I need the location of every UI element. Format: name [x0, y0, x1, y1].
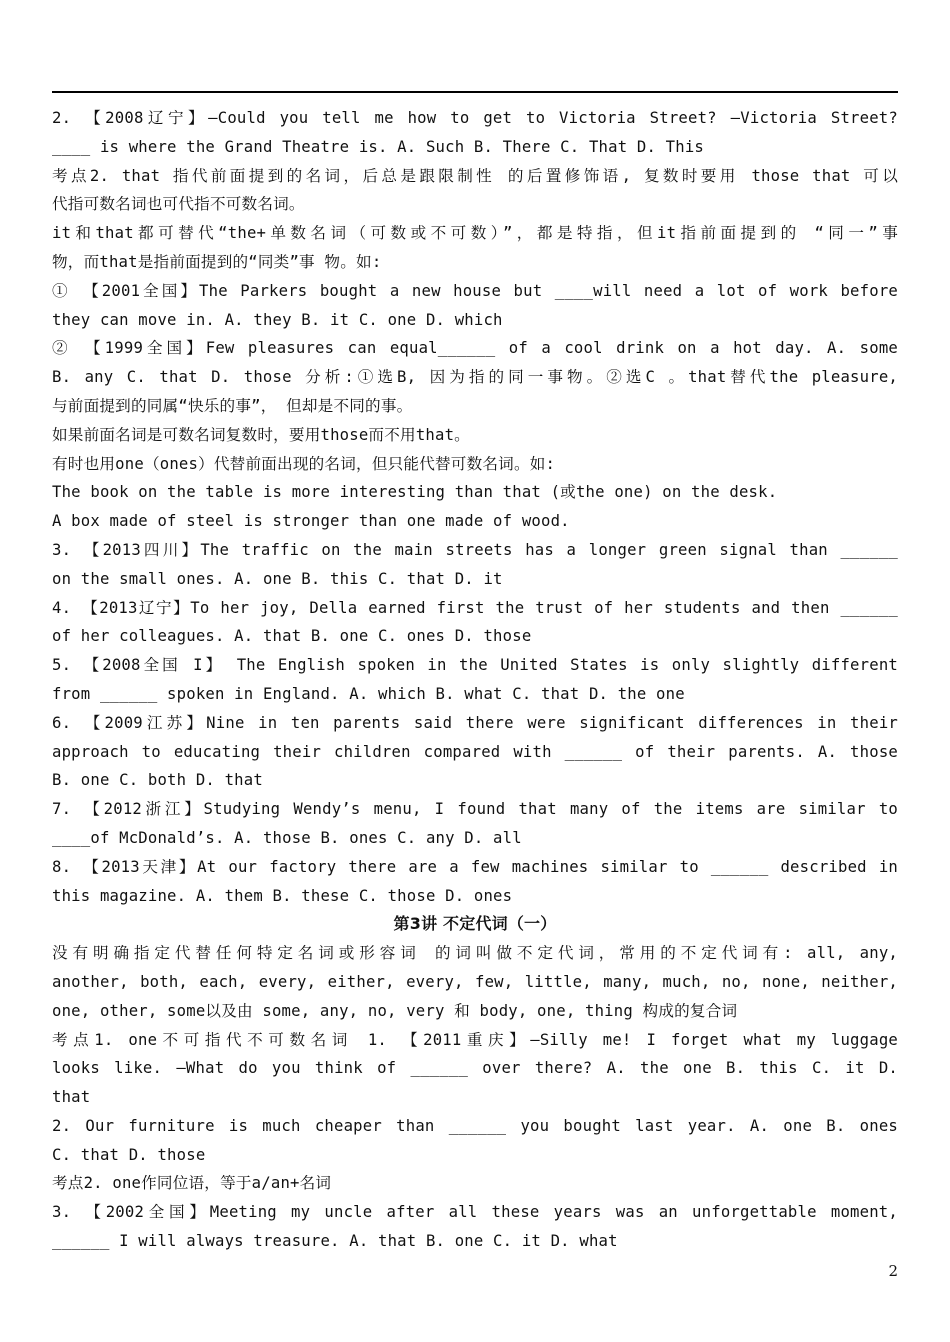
text-line: looks like. —What do you think of ______ over there? A. the one B. this C. it D. [52, 1059, 898, 1078]
section-heading: 第3讲 不定代词（一） [393, 914, 557, 934]
text-line: 与前面提到的同属“快乐的事”， 但却是不同的事。 [52, 396, 413, 415]
text-line: ② 【1999全国】Few pleasures can equal______ of a cool drink on a hot day. A. some [52, 339, 898, 358]
text-line: 4. 【2013辽宁】To her joy, Della earned first the trust of her students and then ______ [52, 598, 898, 617]
text-line: it和that都可替代“the+单数名词（可数或不可数）”，都是特指，但it指前面提到的 “同一”事 [52, 224, 898, 243]
text-line: ① 【2001全国】The Parkers bought a new house but ____will need a lot of work before [52, 281, 898, 300]
text-line: this magazine. A. them B. these C. those D. ones [52, 886, 513, 905]
text-line: they can move in. A. they B. it C. one D. which [52, 310, 503, 329]
text-line: one, other, some以及由 some, any, no, very 和 body, one, thing 构成的复合词 [52, 1001, 738, 1020]
text-line: approach to educating their children compared with ______ of their parents. A. those [52, 742, 898, 761]
text-line: 7. 【2012浙江】Studying Wendy’s menu, I found that many of the items are similar to [52, 800, 898, 819]
top-rule [52, 91, 898, 93]
text-line: 2. 【2008辽宁】—Could you tell me how to get to Victoria Street? —Victoria Street? [52, 109, 898, 127]
text-line: on the small ones. A. one B. this C. that D. it [52, 569, 503, 588]
text-line: 有时也用one（ones）代替前面出现的名词，但只能代替可数名词。如: [52, 454, 556, 473]
text-line: 3. 【2013四川】The traffic on the main streets has a longer green signal than ______ [52, 540, 898, 559]
page-number: 2 [888, 1262, 898, 1280]
text-line: 8. 【2013天津】At our factory there are a few machines similar to ______ described in [52, 857, 898, 876]
text-line: 5. 【2008全国 I】 The English spoken in the United States is only slightly different [52, 656, 898, 675]
text-line: 6. 【2009江苏】Nine in ten parents said there were significant differences in their [52, 713, 898, 732]
text-line-kaodian: 考点1. one不可指代不可数名词 1. 【2011重庆】—Silly me! I forget what my luggage [52, 1030, 898, 1049]
text-line: ____ is where the Grand Theatre is. A. Such B. There C. That D. This [52, 137, 704, 156]
text-line: C. that D. those [52, 1145, 206, 1164]
text-line: A box made of steel is stronger than one made of wood. [52, 512, 570, 531]
text-line: 3. 【2002全国】Meeting my uncle after all these years was an unforgettable moment, [52, 1203, 898, 1222]
text-line: ____of McDonald’s. A. those B. ones C. any D. all [52, 828, 522, 847]
text-line: B. any C. that D. those 分析:①选B, 因为指的同一事物。②选C 。that替代the pleasure, [52, 368, 898, 387]
text-line: from ______ spoken in England. A. which B. what C. that D. the one [52, 684, 685, 703]
document-body [52, 104, 898, 1256]
text-line-kaodian: 考点2. one作同位语，等于a/an+名词 [52, 1174, 332, 1193]
text-line: The book on the table is more interesting than that (或the one) on the desk. [52, 483, 778, 502]
text-line: 没有明确指定代替任何特定名词或形容词 的词叫做不定代词，常用的不定代词有: all, any, [52, 944, 898, 963]
text-line: 2. Our furniture is much cheaper than ______ you bought last year. A. one B. ones [52, 1116, 898, 1135]
text-line: 物，而that是指前面提到的“同类”事 物。如: [52, 252, 382, 271]
text-line: of her colleagues. A. that B. one C. ones D. those [52, 627, 532, 646]
text-line-kaodian: 考点2. that 指代前面提到的名词，后总是跟限制性 的后置修饰语, 复数时要用 those that 可以 [52, 166, 898, 185]
text-line: B. one C. both D. that [52, 771, 263, 790]
text-line: 如果前面名词是可数名词复数时，要用those而不用that。 [52, 425, 470, 444]
text-line: another, both, each, every, either, every, few, little, many, much, no, none, neither, [52, 972, 898, 991]
text-line: that [52, 1088, 91, 1107]
text-line: ______ I will always treasure. A. that B. one C. it D. what [52, 1232, 618, 1251]
text-line: 代指可数名词也可代指不可数名词。 [52, 195, 305, 214]
